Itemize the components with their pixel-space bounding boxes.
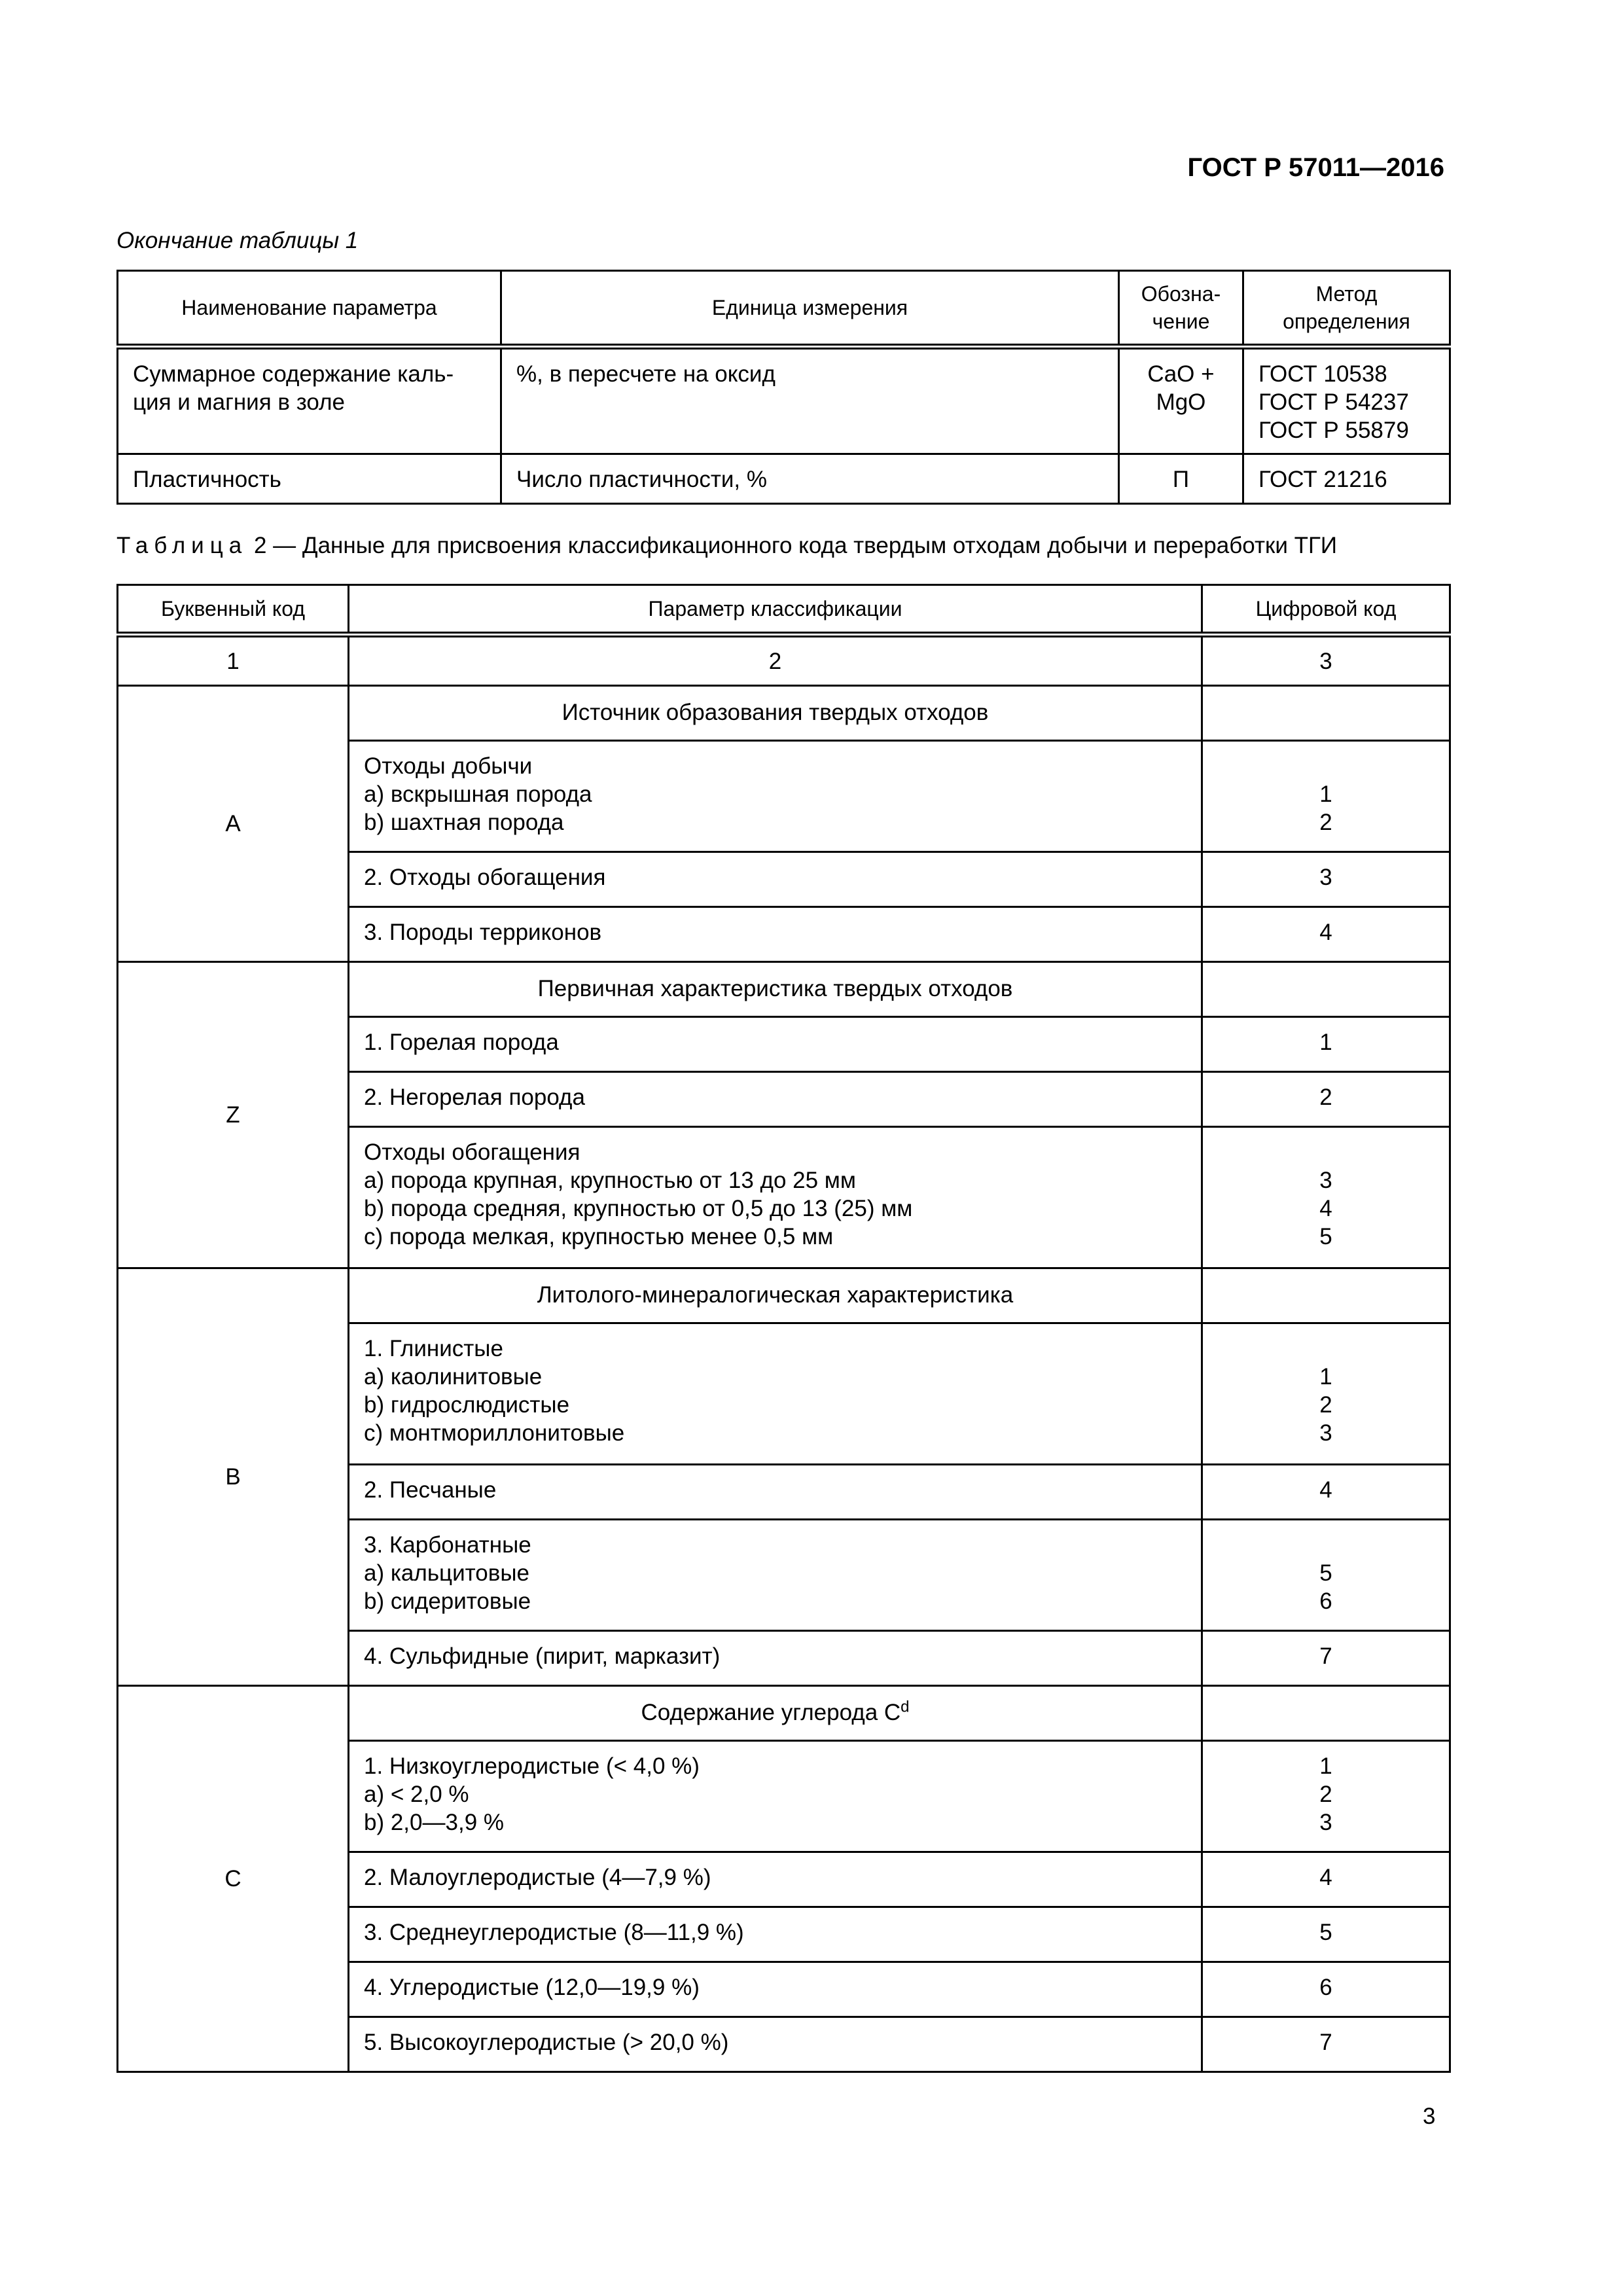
classification-parameter: 2. Отходы обогащения [349, 852, 1202, 907]
letter-code: C [118, 1686, 349, 2072]
classification-parameter: 2. Негорелая порода [349, 1072, 1202, 1127]
classification-parameter: Отходы обогащения а) порода крупная, крупностью от 13 до 25 мм b) порода средняя, крупностью от 0,5 до 13 (25) мм с) порода мелкая, крупностью менее 0,5 мм [349, 1127, 1202, 1268]
table2-col-letter: Буквенный код [118, 585, 349, 635]
digital-code: 4 [1202, 907, 1450, 962]
letter-code: A [118, 686, 349, 962]
param-unit: Число пластичности, % [501, 454, 1119, 504]
table-row [118, 962, 1450, 1017]
table1-caption: Окончание таблицы 1 [116, 228, 359, 253]
param-name: Суммарное содержание каль- ция и магния в золе [118, 347, 501, 454]
table1-col-name: Наименование параметра [118, 271, 501, 347]
table2-title-text: 2 — Данные для присвоения классификационного кода твердым отходам добычи и переработки ТГИ [247, 533, 1338, 558]
digital-code: 1 2 3 [1202, 1323, 1450, 1465]
table1-header-row [118, 271, 1450, 347]
table1-col-method: Метод определения [1243, 271, 1450, 347]
table2-column-numbers [118, 635, 1450, 686]
param-symbol: CaO + MgO [1119, 347, 1243, 454]
table2-col-param: Параметр классификации [349, 585, 1202, 635]
col-number: 1 [118, 635, 349, 686]
param-method: ГОСТ 21216 [1243, 454, 1450, 504]
group-heading-text: Источник образования твердых отходов [562, 700, 989, 725]
table1-col-unit: Единица измерения [501, 271, 1119, 347]
table2 [116, 584, 1451, 2073]
group-heading [349, 962, 1202, 1017]
digital-code: 6 [1202, 1962, 1450, 2017]
classification-parameter: 1. Низкоуглеродистые (< 4,0 %) а) < 2,0 % b) 2,0—3,9 % [349, 1741, 1202, 1852]
digital-code: 1 2 3 [1202, 1741, 1450, 1852]
letter-code: Z [118, 962, 349, 1268]
group-heading [349, 1268, 1202, 1323]
classification-parameter: 4. Углеродистые (12,0—19,9 %) [349, 1962, 1202, 2017]
document-id: ГОСТ Р 57011—2016 [1187, 153, 1444, 182]
table-row [118, 1686, 1450, 1741]
table2-body [118, 686, 1450, 2072]
col-number: 2 [349, 635, 1202, 686]
table-row [118, 686, 1450, 741]
digital-code: 3 4 5 [1202, 1127, 1450, 1268]
param-unit: %, в пересчете на оксид [501, 347, 1119, 454]
digital-code: 5 [1202, 1907, 1450, 1962]
group-heading-text: Литолого-минералогическая характеристика [537, 1282, 1014, 1308]
digital-code: 4 [1202, 1852, 1450, 1907]
digital-code: 4 [1202, 1465, 1450, 1520]
group-heading-code [1202, 1686, 1450, 1741]
table2-title-label: Таблица [116, 533, 248, 558]
table-row [118, 454, 1450, 504]
classification-parameter: 2. Песчаные [349, 1465, 1202, 1520]
group-heading-code [1202, 686, 1450, 741]
page-number: 3 [1423, 2104, 1436, 2129]
letter-code: B [118, 1268, 349, 1686]
group-heading-code [1202, 962, 1450, 1017]
classification-parameter: 3. Породы терриконов [349, 907, 1202, 962]
table2-title [116, 531, 1452, 560]
classification-parameter: 3. Карбонатные а) кальцитовые b) сидеритовые [349, 1520, 1202, 1631]
classification-parameter: Отходы добычи а) вскрышная порода b) шахтная порода [349, 741, 1202, 852]
digital-code: 1 [1202, 1017, 1450, 1072]
classification-parameter: 1. Горелая порода [349, 1017, 1202, 1072]
classification-parameter: 2. Малоуглеродистые (4—7,9 %) [349, 1852, 1202, 1907]
group-heading-superscript: d [901, 1698, 910, 1716]
digital-code: 3 [1202, 852, 1450, 907]
digital-code: 7 [1202, 1631, 1450, 1686]
group-heading [349, 686, 1202, 741]
table1 [116, 270, 1451, 505]
table2-header-row [118, 585, 1450, 635]
group-heading-text: Первичная характеристика твердых отходов [537, 976, 1013, 1001]
group-heading-code [1202, 1268, 1450, 1323]
classification-parameter: 1. Глинистые а) каолинитовые b) гидрослюдистые с) монтмориллонитовые [349, 1323, 1202, 1465]
table-row [118, 347, 1450, 454]
table2-col-code: Цифровой код [1202, 585, 1450, 635]
classification-parameter: 4. Сульфидные (пирит, марказит) [349, 1631, 1202, 1686]
param-name: Пластичность [118, 454, 501, 504]
digital-code: 1 2 [1202, 741, 1450, 852]
table1-col-symbol: Обозна- чение [1119, 271, 1243, 347]
digital-code: 7 [1202, 2017, 1450, 2072]
group-heading [349, 1686, 1202, 1741]
col-number: 3 [1202, 635, 1450, 686]
param-symbol: П [1119, 454, 1243, 504]
param-method: ГОСТ 10538 ГОСТ Р 54237 ГОСТ Р 55879 [1243, 347, 1450, 454]
digital-code: 2 [1202, 1072, 1450, 1127]
classification-parameter: 3. Среднеуглеродистые (8—11,9 %) [349, 1907, 1202, 1962]
classification-parameter: 5. Высокоуглеродистые (> 20,0 %) [349, 2017, 1202, 2072]
table-row [118, 1268, 1450, 1323]
group-heading-text: Содержание углерода C [641, 1700, 901, 1725]
digital-code: 5 6 [1202, 1520, 1450, 1631]
